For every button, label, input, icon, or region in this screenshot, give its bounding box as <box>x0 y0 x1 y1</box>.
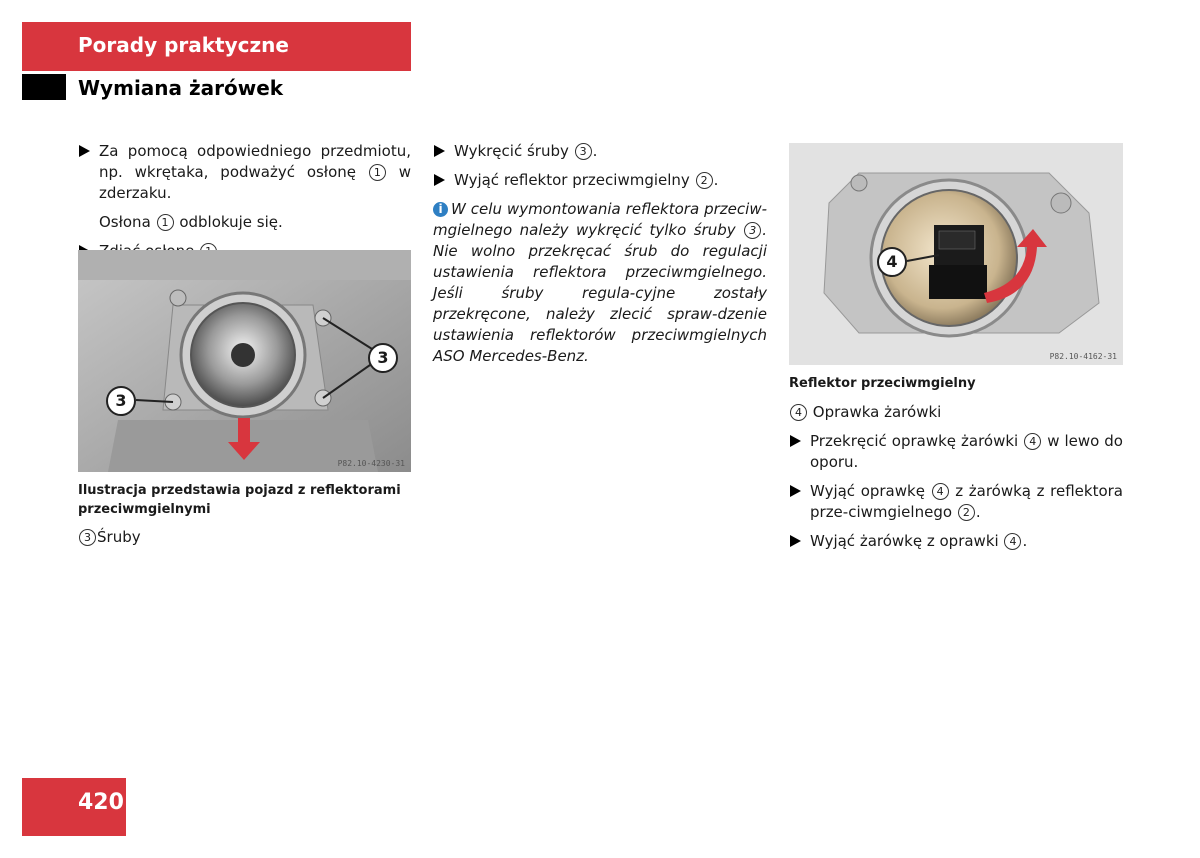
instruction-step <box>78 141 411 204</box>
reference-number: 4 <box>932 483 949 500</box>
section-title: Porady praktyczne <box>78 33 289 57</box>
figure-legend: 4 Oprawka żarówki <box>789 402 1123 423</box>
column-2 <box>433 141 767 367</box>
reference-number: 1 <box>157 214 174 231</box>
subsection-marker <box>22 74 66 100</box>
reference-number: 3 <box>79 529 96 546</box>
reference-number: 1 <box>369 164 386 181</box>
instruction-step <box>433 170 767 191</box>
reference-number: 3 <box>575 143 592 160</box>
instruction-step <box>433 141 767 162</box>
callout-3-left: 3 <box>106 386 136 416</box>
bullet-arrow-icon <box>790 485 801 497</box>
figure-code: P82.10-4162-31 <box>1049 352 1117 361</box>
page-title: Wymiana żarówek <box>78 76 284 100</box>
reference-number: 2 <box>958 504 975 521</box>
reference-number: 4 <box>790 404 807 421</box>
figure-caption: Reflektor przeciwmgielny <box>789 376 976 391</box>
step-text: Wykręcić śruby 3 . <box>454 142 598 160</box>
figure-caption: Ilustracja przedstawia pojazd z reflektorami przeciwmgielnymi <box>78 483 401 517</box>
instruction-step <box>789 481 1123 523</box>
reference-number: 3 <box>744 222 761 239</box>
bullet-arrow-icon <box>790 535 801 547</box>
bulb-holder-rotation-icon <box>789 143 1123 365</box>
instruction-step <box>789 531 1123 552</box>
bullet-arrow-icon <box>79 145 90 157</box>
reference-number: 4 <box>1004 533 1021 550</box>
step-text: Wyjąć żarówkę z oprawki 4 . <box>810 532 1028 550</box>
step-text: Przekręcić oprawkę żarówki 4 w lewo do oporu. <box>810 432 1123 471</box>
bullet-arrow-icon <box>790 435 801 447</box>
info-note: i W celu wymontowania reflektora przeciw-mgielnego należy wykręcić tylko śruby 3 . Nie wolno przekręcać śrub do regulacji ustawienia reflektora przeciwmgielnego. Jeśli śruby regula-cyjne zostały przekręcone, należy zlecić spraw-dzenie ustawienia reflektorów przeciwmgielnych ASO Mercedes-Benz. <box>433 200 767 365</box>
step-text: Za pomocą odpowiedniego przedmiotu, np. wkrętaka, podważyć osłonę 1 w zderzaku. <box>99 142 411 202</box>
fog-lamp-bulb-holder-illustration <box>789 143 1123 365</box>
callout-3-right: 3 <box>368 343 398 373</box>
page-number: 420 <box>78 790 124 815</box>
figure-code: P82.10-4230-31 <box>337 459 405 468</box>
step-text: Wyjąć oprawkę 4 z żarówką z reflektora prze-ciwmgielnego 2 . <box>810 482 1123 521</box>
info-icon: i <box>433 202 448 217</box>
bullet-arrow-icon <box>434 174 445 186</box>
fog-lamp-screws-icon <box>78 250 411 472</box>
reference-number: 2 <box>696 172 713 189</box>
step-text: Wyjąć reflektor przeciwmgielny 2 . <box>454 171 719 189</box>
figure-legend: 3 Śruby <box>78 528 141 546</box>
step-result: Osłona 1 odblokuje się. <box>99 213 283 231</box>
column-3 <box>789 402 1123 560</box>
fog-lamp-bumper-illustration <box>78 250 411 472</box>
instruction-step <box>789 431 1123 473</box>
bullet-arrow-icon <box>434 145 445 157</box>
callout-4: 4 <box>877 247 907 277</box>
reference-number: 4 <box>1024 433 1041 450</box>
